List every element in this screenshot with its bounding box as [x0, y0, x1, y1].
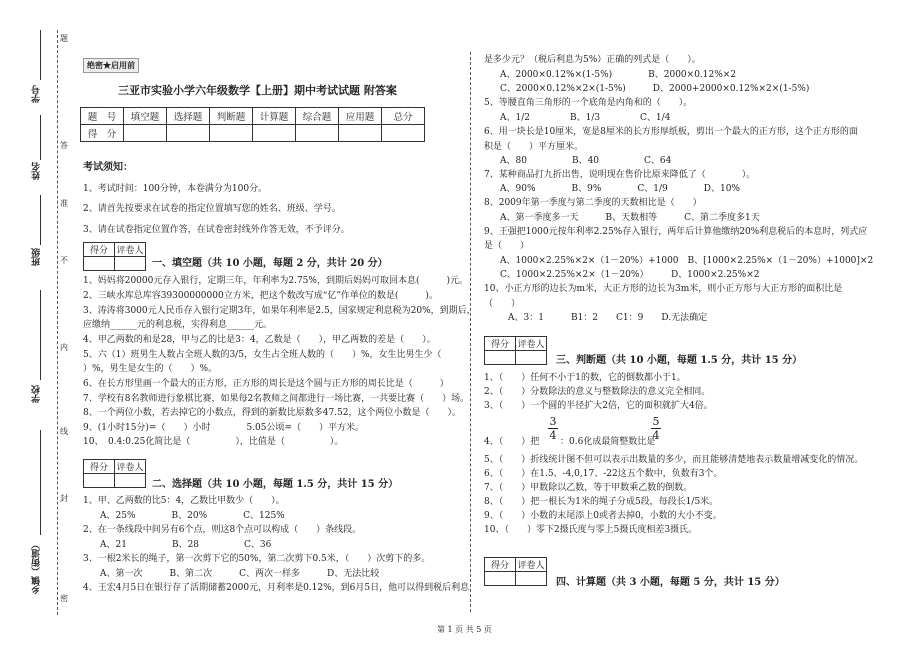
fill-question: 3、涛涛将3000元人民币存入银行定期3年，如果年利率是2.5，国家规定利息税为20%，到期后， — [83, 306, 476, 316]
fill-question: ）%，男生是女生的（ ）%。 — [83, 364, 218, 374]
fill-question: 5、六（1）班男生人数占全班人数的3/5，女生占全班人数的（ ）%，女生比男生少（ — [83, 350, 460, 360]
choice-question: 是多少元？（税后利息为5%）正确的列式是（ ）。 — [484, 55, 701, 65]
seal-line — [470, 52, 471, 612]
fill-question: 9、(1小时15分)=（ ）小时 5.05公顷=（ ）平方米。 — [83, 423, 365, 433]
side-char-3: 准 — [60, 199, 68, 208]
score-header-application: 应用题 — [339, 108, 382, 125]
grader-box-2 — [83, 459, 146, 488]
underline-name — [40, 115, 41, 160]
choice-option: A、90% B、9% C、1/9 D、10% — [500, 184, 740, 194]
page-title: 三亚市实验小学六年级数学【上册】期中考试试题 附答案 — [118, 84, 397, 97]
choice-question: 5、等腰直角三角形的一个底角是内角和的（ ）。 — [484, 98, 693, 108]
grader-cell — [485, 351, 516, 365]
score-row-label: 得 分 — [81, 125, 124, 142]
fill-question: 1、妈妈将20000元存入银行，定期三年，年利率为2.75%，到期后妈妈可取回本息( )元。 — [83, 276, 468, 286]
side-char-2: 答 — [60, 141, 68, 150]
score-header-comprehensive: 综合题 — [296, 108, 339, 125]
choice-option: A、21 B、28 C、36 — [100, 540, 272, 550]
score-table — [80, 107, 425, 142]
grader-score-label: 得分 — [84, 243, 115, 257]
grader-cell — [516, 572, 547, 586]
grader-cell — [115, 257, 146, 271]
fill-question: 10、 0.4:0.25化简比是（ ），比值是（ ）。 — [83, 437, 344, 447]
choice-question: 7、某种商品打九折出售，说明现在售价比原来降低了（ ）。 — [484, 170, 756, 180]
score-header-label: 题 号 — [81, 108, 124, 125]
choice-option: A、1/2 — [500, 113, 530, 123]
fraction-five-quarters — [651, 416, 661, 441]
choice-question: 1、甲、乙两数的比5：4，乙数比甲数少（ ）。 — [83, 496, 285, 506]
fraction-numerator: 3 — [549, 415, 557, 428]
choice-option: A、第一季度多一天 B、天数相等 C、第二季度多1天 — [500, 213, 760, 223]
score-cell — [210, 125, 253, 142]
choice-question: 9、王强把1000元按年利率2.25%存入银行，两年后计算他缴纳20%利息税后的本息时，列式应 — [484, 227, 868, 237]
fill-question: 4、甲乙两数的和是28，甲与乙的比是3：4，乙数是（ ），甲乙两数的差是（ ）。 — [83, 335, 436, 345]
fill-question: 2、三峡水库总库容39300000000立方米，把这个数改写成“亿”作单位的数是( )。 — [83, 291, 438, 301]
score-cell — [253, 125, 296, 142]
score-header-choice: 选择题 — [167, 108, 210, 125]
choice-question: 4、王宏4月5日在银行存了活期储蓄2000元，月利率是0.12%，到6月5日，他可以得到税后利息 — [83, 583, 470, 593]
judge-question: 1、（ ）任何不小于1的数，它的倒数都小于1。 — [484, 373, 686, 383]
judge-question: 8、（ ）把一根长为1米的绳子分成5段，每段长1/5米。 — [484, 497, 719, 507]
grader-box-3 — [484, 336, 547, 365]
grader-score-label: 得分 — [485, 558, 516, 572]
fraction-three-quarters — [548, 416, 558, 441]
score-header-calc: 计算题 — [253, 108, 296, 125]
judge-question: 4、（ ）把 — [484, 437, 540, 447]
side-label-school: 学校 — [32, 385, 42, 403]
fill-question: 6、在长方形里画一个最大的正方形，正方形的周长是这个圆与正方形的周长比是（ ） — [83, 379, 449, 389]
binding-line — [57, 30, 58, 615]
notice-item: 1、考试时间：100分钟，本卷满分为100分。 — [83, 184, 268, 194]
grader-cell — [84, 257, 115, 271]
score-cell — [167, 125, 210, 142]
grader-reviewer-label: 评卷人 — [516, 337, 547, 351]
choice-question: 10、小正方形的边长为m米，大正方形的边长为3m米，则小正方形与大正方形的面积比是 — [484, 284, 843, 294]
judge-question: 5、（ ）折线统计图不但可以表示出数量的多少，而且能够清楚地表示数量增减变化的情况。 — [484, 455, 864, 465]
underline-school — [40, 290, 41, 380]
score-cell — [124, 125, 167, 142]
fraction-denominator: 4 — [652, 429, 660, 442]
grader-cell — [485, 572, 516, 586]
grader-cell — [84, 474, 115, 488]
grader-score-label: 得分 — [84, 460, 115, 474]
score-cell — [339, 125, 382, 142]
score-header-fill: 填空题 — [124, 108, 167, 125]
fill-question: 应缴纳______元的利息税，实得利息______元。 — [83, 320, 273, 330]
score-header-total: 总分 — [382, 108, 425, 125]
grader-reviewer-label: 评卷人 — [115, 243, 146, 257]
choice-option: C、1000×2.25%×2×（1－20%） D、1000×2.25%×2 — [500, 270, 760, 280]
section-fill-title: 一、填空题（共 10 小题，每题 2 分，共计 20 分） — [152, 258, 388, 269]
underline-town — [40, 430, 41, 535]
score-cell — [296, 125, 339, 142]
choice-question: （ ） — [484, 299, 521, 309]
choice-question: 积是（ ）平方厘米。 — [484, 142, 584, 152]
judge-question-cont: ：0.6化成最简整数比是 — [560, 437, 656, 447]
notice-item: 3、请在试卷指定位置作答，在试卷密封线外作答无效，不予评分。 — [83, 225, 350, 235]
side-char-8: 密 — [60, 594, 68, 603]
choice-question: 3、一根2米长的绳子，第一次剪下它的50%，第二次剪下0.5米，（ ）次剪下的多。 — [83, 554, 431, 564]
choice-option: A、25% B、20% C、125% — [100, 511, 285, 521]
underline-student-id — [40, 30, 41, 80]
grader-reviewer-label: 评卷人 — [115, 460, 146, 474]
choice-option: A、1000×2.25%×2×（1－20%）+1000 B、[1000×2.25%×（1－20%）+1000]×2 — [500, 256, 874, 266]
grader-box-1 — [83, 242, 146, 271]
choice-question: 是（ ） — [484, 241, 530, 251]
side-label-student-id: 学号 — [32, 85, 42, 103]
notice-item: 2、请首先按要求在试卷的指定位置填写您的姓名、班级、学号。 — [83, 204, 341, 214]
section-choice-title: 二、选择题（共 10 小题，每题 1.5 分，共计 15 分） — [152, 479, 399, 490]
choice-option: A、3：1 B1：2 C1：9 D.无法确定 — [508, 313, 708, 323]
choice-question: 6、用一块长是10厘米，宽是8厘米的长方形厚纸板，剪出一个最大的正方形，这个正方形的面 — [484, 127, 858, 137]
judge-question: 10、（ ）零下2摄氏度与零上5摄氏度相差3摄氏。 — [484, 525, 698, 535]
judge-question: 2、（ ）分数除法的意义与整数除法的意义完全相同。 — [484, 387, 711, 397]
judge-question: 6、（ ）在1.5、-4,0,17、-22这五个数中，负数有3个。 — [484, 469, 723, 479]
confidential-tag: 绝密★启用前 — [83, 58, 139, 73]
score-cell — [382, 125, 425, 142]
fill-question: 8、一个两位小数，若去掉它的小数点，得到的新数比原数多47.52，这个两位小数是（ ）。 — [83, 408, 461, 418]
side-char-1: 题 — [60, 34, 68, 43]
grader-box-4 — [484, 557, 547, 586]
choice-option: B、1/3 — [570, 113, 601, 123]
side-label-name: 姓名 — [32, 162, 42, 180]
score-header-judge: 判断题 — [210, 108, 253, 125]
fraction-numerator: 5 — [652, 415, 660, 428]
choice-question: 2、在一条线段中间另有6个点，则这8个点可以构成（ ）条线段。 — [83, 525, 362, 535]
choice-option: C、2000×0.12%×2×(1-5%) D、2000+2000×0.12%×2×(1-5%) — [500, 84, 810, 94]
grader-cell — [115, 474, 146, 488]
side-char-6: 线 — [60, 427, 68, 436]
fraction-denominator: 4 — [549, 429, 557, 442]
choice-option: C、1/4 — [640, 113, 671, 123]
choice-question: 8、2009年第一季度与第二季度的天数相比是（ ） — [484, 198, 702, 208]
underline-class — [40, 195, 41, 245]
side-char-5: 内 — [60, 343, 68, 352]
grader-cell — [516, 351, 547, 365]
side-char-7: 封 — [60, 494, 68, 503]
side-label-class: 班级 — [32, 248, 42, 266]
judge-question: 3、（ ）一个圆的半径扩大2倍，它的面积就扩大4倍。 — [484, 401, 713, 411]
grader-score-label: 得分 — [485, 337, 516, 351]
grader-reviewer-label: 评卷人 — [516, 558, 547, 572]
choice-option: A、2000×0.12%×(1-5%) B、2000×0.12%×2 — [500, 70, 737, 80]
page-number: 第 1 页 共 5 页 — [437, 625, 492, 634]
judge-question: 9、（ ）小数的末尾添上0或者去掉0，小数的大小不变。 — [484, 511, 722, 521]
side-label-town: 乡镇（街道） — [32, 540, 42, 594]
notice-heading: 考试须知： — [83, 162, 133, 173]
section-judge-title: 三、判断题（共 10 小题，每题 1.5 分，共计 15 分） — [556, 355, 803, 366]
fill-question: 7、学校有8名教师进行象棋比赛，如果每2名教师之间都进行一场比赛，一共要比赛（ ）场。 — [83, 394, 470, 404]
choice-option: A、80 B、40 C、64 — [500, 156, 672, 166]
choice-option: A、第一次 B、第二次 C、两次一样多 D、无法比较 — [100, 569, 380, 579]
judge-question: 7、（ ）甲数除以乙数，等于甲数乘乙数的倒数。 — [484, 483, 693, 493]
section-calc-title: 四、计算题（共 3 小题，每题 5 分，共计 15 分） — [556, 577, 785, 588]
side-char-4: 不 — [60, 256, 68, 265]
